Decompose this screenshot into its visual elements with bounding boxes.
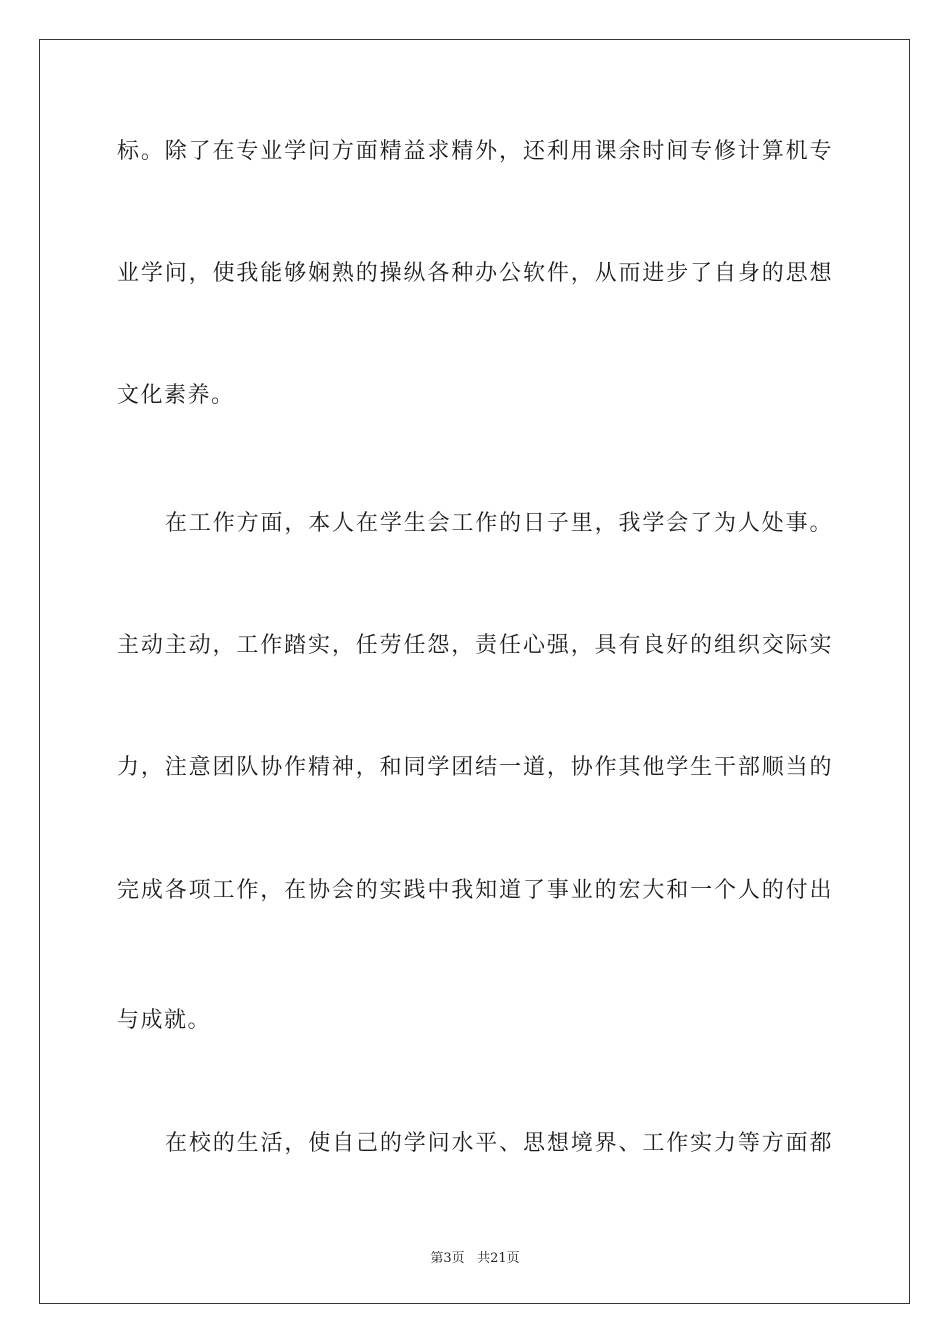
paragraph-line-5: 主动主动，工作踏实，任劳任怨，责任心强，具有良好的组织交际实 — [117, 633, 833, 658]
paragraph-line-3: 文化素养。 — [117, 383, 235, 408]
page-border — [39, 39, 910, 1304]
page-total: 共21页 — [477, 1251, 520, 1266]
paragraph-line-6: 力，注意团队协作精神，和同学团结一道，协作其他学生干部顺当的 — [117, 755, 833, 780]
paragraph-line-9: 在校的生活，使自己的学问水平、思想境界、工作实力等方面都 — [165, 1131, 833, 1156]
paragraph-line-7: 完成各项工作，在协会的实践中我知道了事业的宏大和一个人的付出 — [117, 878, 833, 903]
paragraph-line-8: 与成就。 — [117, 1008, 212, 1033]
paragraph-line-4: 在工作方面，本人在学生会工作的日子里，我学会了为人处事。 — [165, 511, 833, 536]
page-number: 第3页 — [430, 1251, 465, 1266]
paragraph-line-1: 标。除了在专业学问方面精益求精外，还利用课余时间专修计算机专 — [117, 139, 833, 164]
page-footer — [0, 1247, 950, 1266]
paragraph-line-2: 业学问，使我能够娴熟的操纵各种办公软件，从而进步了自身的思想 — [117, 261, 833, 286]
